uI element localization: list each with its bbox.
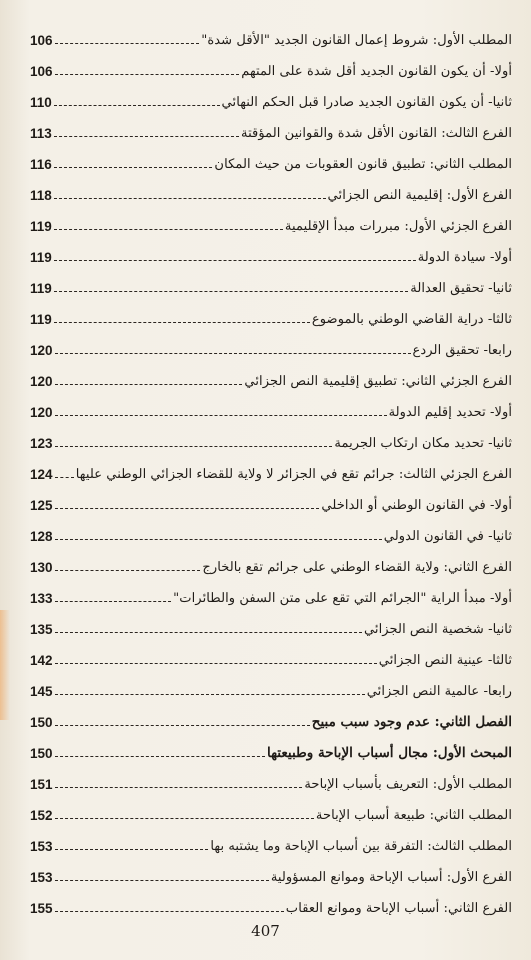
page-edge-shadow: [0, 610, 10, 720]
toc-entry: [30, 53, 512, 84]
toc-entry-title: المبحث الأول: مجال أسباب الإباحة وطبيعتها: [266, 745, 512, 761]
toc-entry-page: 120: [30, 343, 53, 358]
toc-entry-page: 123: [30, 436, 53, 451]
toc-entry-title: ثانيا- تحقيق العدالة: [410, 281, 512, 296]
toc-entry: [30, 425, 512, 456]
toc-entry-title: الفرع الثالث: القانون الأقل شدة والقوانين المؤقتة: [241, 126, 512, 141]
toc-entry-page: 125: [30, 498, 53, 513]
toc-entry-page: 151: [30, 777, 53, 792]
toc-entry-title: ثانيا- شخصية النص الجزائي: [363, 622, 512, 637]
toc-entry-page: 120: [30, 405, 53, 420]
toc-entry-page: 116: [30, 157, 52, 172]
toc-entry-title: الفصل الثاني: عدم وجود سبب مبيح: [311, 714, 512, 730]
toc-entry-title: المطلب الأول: شروط إعمال القانون الجديد "الأقل شدة": [201, 33, 512, 48]
toc-leader-dashes: [55, 694, 365, 695]
toc-entry: [30, 394, 512, 425]
toc-entry-page: 119: [30, 250, 52, 265]
toc-entry: [30, 22, 512, 53]
toc-leader-dashes: [54, 167, 213, 168]
toc-entry-title: أولا- أن يكون القانون الجديد أقل شدة على المتهم: [241, 64, 512, 79]
toc-entry: [30, 890, 512, 921]
toc-entry-page: 119: [30, 312, 52, 327]
toc-leader-dashes: [55, 849, 209, 850]
toc-leader-dashes: [54, 198, 326, 199]
toc-entry: [30, 828, 512, 859]
toc-entry-title: الفرع الأول: أسباب الإباحة وموانع المسؤولية: [270, 870, 512, 885]
toc-entry-page: 150: [30, 746, 53, 761]
toc-entry: [30, 146, 512, 177]
toc-entry-page: 145: [30, 684, 53, 699]
toc-entry-title: ثانيا- أن يكون القانون الجديد صادرا قبل الحكم النهائي: [221, 95, 512, 110]
toc-entry-page: 106: [30, 33, 53, 48]
toc-entry-title: رابعا- تحقيق الردع: [412, 343, 512, 358]
toc-entry-page: 142: [30, 653, 53, 668]
toc-entry: [30, 704, 512, 735]
toc-entry-title: المطلب الثاني: طبيعة أسباب الإباحة: [315, 808, 512, 823]
toc-leader-dashes: [55, 570, 201, 571]
toc-entry-page: 113: [30, 126, 52, 141]
toc-leader-dashes: [55, 601, 172, 602]
toc-leader-dashes: [55, 74, 240, 75]
toc-leader-dashes: [54, 105, 220, 106]
toc-entry-title: الفرع الجزئي الثالث: جرائم تقع في الجزائر لا ولاية للقضاء الجزائي الوطني عليها: [75, 467, 512, 482]
toc-entry: [30, 301, 512, 332]
toc-entry: [30, 115, 512, 146]
toc-entry-page: 153: [30, 839, 53, 854]
toc-entry-title: أولا- في القانون الوطني أو الداخلي: [321, 498, 512, 513]
toc-entry: [30, 332, 512, 363]
toc-entry-title: الفرع الجزئي الثاني: تطبيق إقليمية النص الجزائي: [244, 374, 512, 389]
toc-entry-page: 130: [30, 560, 53, 575]
toc-leader-dashes: [55, 663, 377, 664]
toc-entry: [30, 549, 512, 580]
toc-leader-dashes: [55, 818, 314, 819]
toc-entry-page: 110: [30, 95, 52, 110]
toc-entry-page: 152: [30, 808, 53, 823]
toc-entry: [30, 735, 512, 766]
toc-entry: [30, 239, 512, 270]
toc-entry-title: أولا- مبدأ الراية "الجرائم التي تقع على متن السفن والطائرات": [173, 591, 512, 606]
toc-entry-page: 119: [30, 219, 52, 234]
toc-entry: [30, 363, 512, 394]
toc-entry-page: 119: [30, 281, 52, 296]
page-number: 407: [251, 922, 280, 940]
toc-leader-dashes: [55, 787, 303, 788]
toc-entry-title: أولا- تحديد إقليم الدولة: [388, 405, 512, 420]
toc-entry-page: 135: [30, 622, 53, 637]
toc-leader-dashes: [55, 632, 362, 633]
toc-entry: [30, 518, 512, 549]
toc-entry: [30, 84, 512, 115]
toc-leader-dashes: [55, 539, 382, 540]
toc-entry-title: المطلب الأول: التعريف بأسباب الإباحة: [304, 777, 512, 792]
toc-leader-dashes: [54, 229, 283, 230]
toc-entry-title: الفرع الجزئي الأول: مبررات مبدأ الإقليمية: [284, 219, 512, 234]
toc-entry-title: ثانيا- تحديد مكان ارتكاب الجريمة: [334, 436, 512, 451]
toc-leader-dashes: [55, 353, 411, 354]
toc-entry-page: 133: [30, 591, 53, 606]
toc-entry: [30, 487, 512, 518]
toc-leader-dashes: [54, 322, 310, 323]
table-of-contents: [30, 22, 512, 921]
toc-leader-dashes: [55, 415, 387, 416]
toc-entry-title: المطلب الثالث: التفرقة بين أسباب الإباحة وما يشتبه بها: [210, 839, 512, 854]
toc-entry: [30, 673, 512, 704]
toc-leader-dashes: [55, 880, 269, 881]
toc-leader-dashes: [54, 260, 416, 261]
toc-entry-title: ثالثا- دراية القاضي الوطني بالموضوع: [311, 312, 512, 327]
toc-entry-page: 150: [30, 715, 53, 730]
toc-entry-page: 118: [30, 188, 52, 203]
toc-entry-page: 153: [30, 870, 53, 885]
toc-leader-dashes: [54, 136, 239, 137]
toc-entry-page: 106: [30, 64, 53, 79]
toc-entry-title: ثالثا- عينية النص الجزائي: [378, 653, 512, 668]
toc-entry-title: المطلب الثاني: تطبيق قانون العقوبات من حيث المكان: [214, 157, 512, 172]
toc-entry-page: 155: [30, 901, 53, 916]
toc-entry: [30, 797, 512, 828]
toc-entry-title: الفرع الثاني: ولاية القضاء الوطني على جرائم تقع بالخارج: [202, 560, 512, 575]
toc-entry: [30, 270, 512, 301]
toc-entry: [30, 580, 512, 611]
toc-leader-dashes: [55, 43, 200, 44]
toc-entry: [30, 177, 512, 208]
toc-entry-page: 120: [30, 374, 53, 389]
toc-entry: [30, 859, 512, 890]
toc-leader-dashes: [55, 756, 265, 757]
toc-entry: [30, 642, 512, 673]
toc-leader-dashes: [55, 508, 320, 509]
toc-entry-title: الفرع الأول: إقليمية النص الجزائي: [327, 188, 512, 203]
toc-leader-dashes: [55, 725, 310, 726]
toc-entry: [30, 611, 512, 642]
toc-entry: [30, 208, 512, 239]
toc-entry: [30, 456, 512, 487]
toc-leader-dashes: [55, 384, 243, 385]
toc-entry-page: 128: [30, 529, 53, 544]
toc-entry-title: رابعا- عالمية النص الجزائي: [366, 684, 512, 699]
toc-entry-title: أولا- سيادة الدولة: [417, 250, 512, 265]
toc-leader-dashes: [55, 911, 284, 912]
toc-leader-dashes: [55, 477, 74, 478]
toc-entry-title: الفرع الثاني: أسباب الإباحة وموانع العقاب: [285, 901, 512, 916]
toc-leader-dashes: [54, 291, 408, 292]
toc-entry-title: ثانيا- في القانون الدولي: [383, 529, 512, 544]
toc-entry-page: 124: [30, 467, 53, 482]
toc-entry: [30, 766, 512, 797]
toc-leader-dashes: [55, 446, 333, 447]
